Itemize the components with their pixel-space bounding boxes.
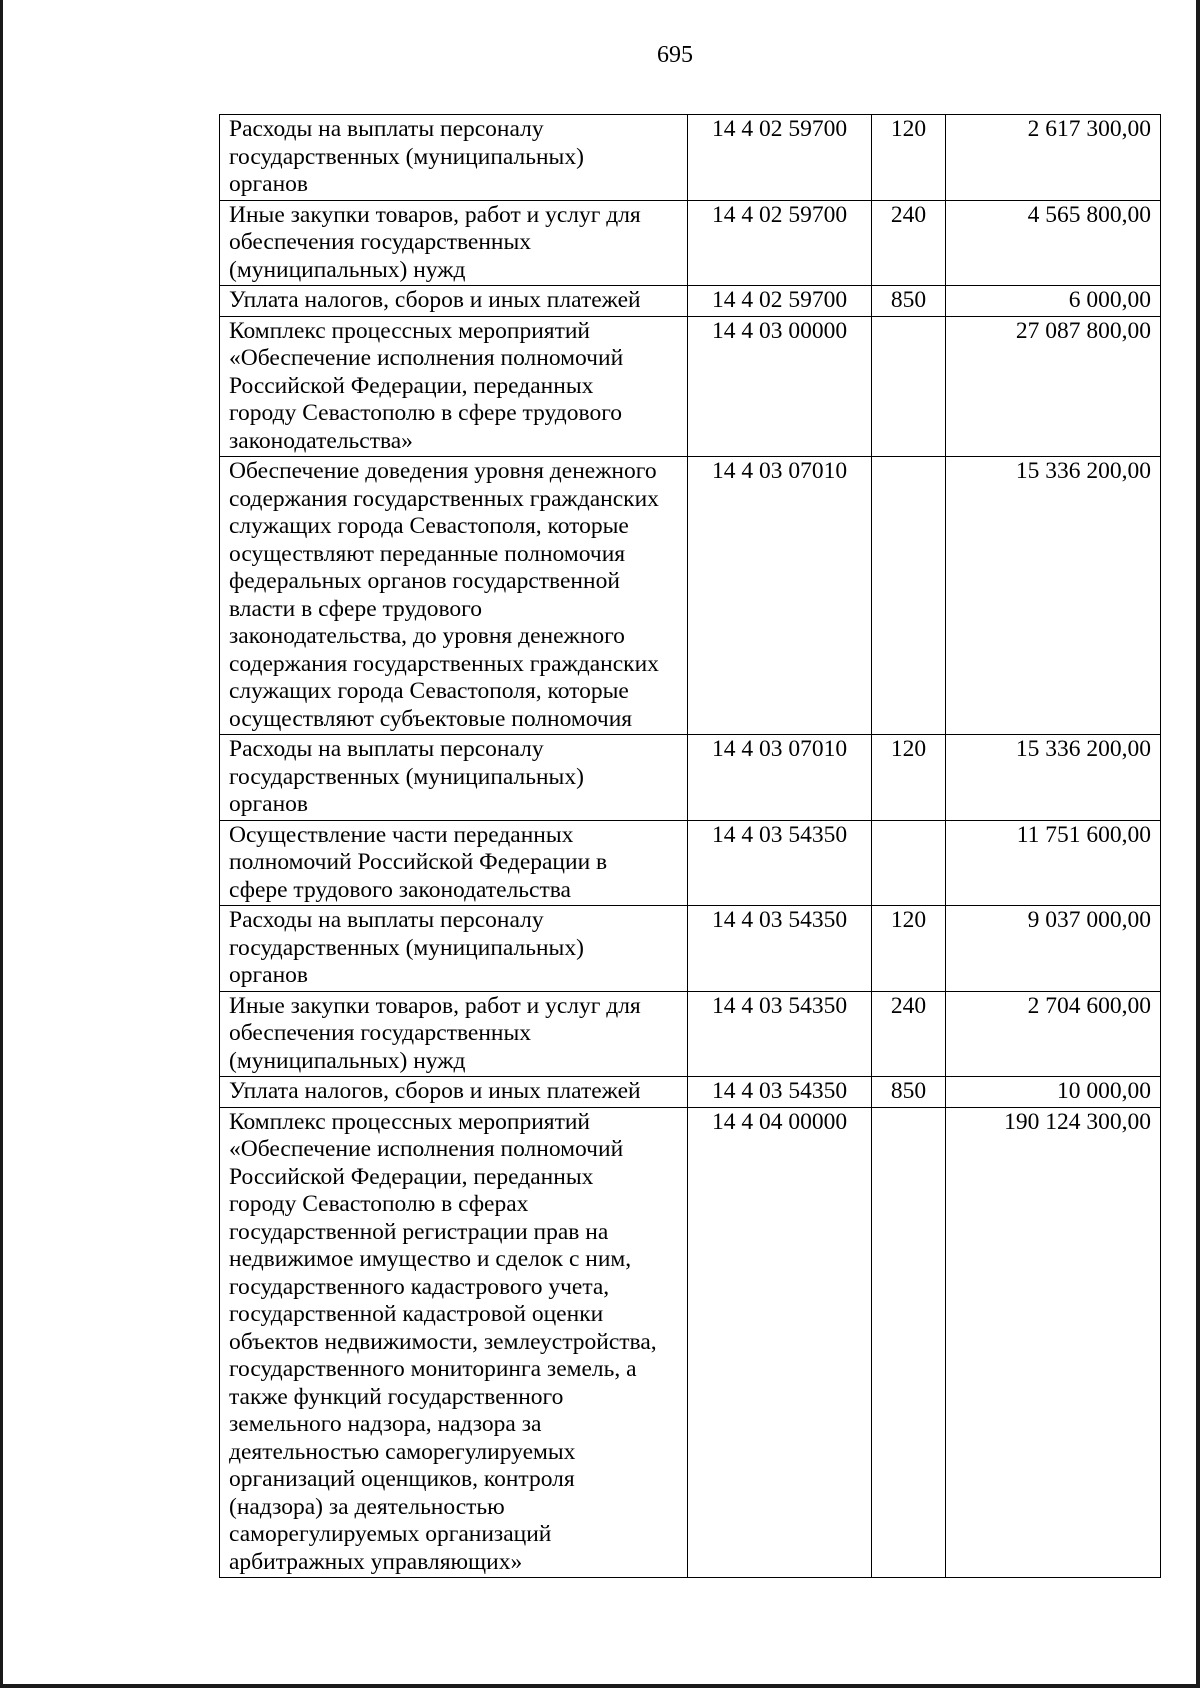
table-row bbox=[220, 1107, 1161, 1578]
table-row bbox=[220, 735, 1161, 821]
row-name-cell: Комплекс процессных мероприятий «Обеспечение исполнения полномочий Российской Федерации, переданных городу Севастополю в сферах государственной регистрации прав на недвижимое имущество и сделок с ним, государственного кадастрового учета, государственной кадастровой оценки объектов недвижимости, землеустройства, государственного мониторинга земель, а также функций государственного земельного надзора, надзора за деятельностью саморегулируемых организаций оценщиков, контроля (надзора) за деятельностью саморегулируемых организаций арбитражных управляющих» bbox=[220, 1107, 688, 1578]
row-expense-type-cell bbox=[872, 820, 946, 906]
row-expense-type-cell: 120 bbox=[872, 906, 946, 992]
row-name-cell: Расходы на выплаты персоналу государственных (муниципальных) органов bbox=[220, 735, 688, 821]
table-row bbox=[220, 820, 1161, 906]
row-expense-type-cell: 850 bbox=[872, 1077, 946, 1108]
row-amount-cell: 2 704 600,00 bbox=[946, 991, 1161, 1077]
table-row bbox=[220, 286, 1161, 317]
row-code-cell: 14 4 03 54350 bbox=[688, 820, 872, 906]
table-row bbox=[220, 115, 1161, 201]
table-row bbox=[220, 457, 1161, 735]
row-name-cell: Расходы на выплаты персоналу государственных (муниципальных) органов bbox=[220, 906, 688, 992]
row-name-cell: Иные закупки товаров, работ и услуг для обеспечения государственных (муниципальных) нужд bbox=[220, 991, 688, 1077]
row-name-cell: Осуществление части переданных полномочий Российской Федерации в сфере трудового законодательства bbox=[220, 820, 688, 906]
row-amount-cell: 11 751 600,00 bbox=[946, 820, 1161, 906]
budget-table bbox=[219, 114, 1161, 1578]
row-expense-type-cell: 240 bbox=[872, 991, 946, 1077]
row-expense-type-cell bbox=[872, 457, 946, 735]
row-name-cell: Расходы на выплаты персоналу государственных (муниципальных) органов bbox=[220, 115, 688, 201]
row-code-cell: 14 4 03 54350 bbox=[688, 991, 872, 1077]
row-amount-cell: 190 124 300,00 bbox=[946, 1107, 1161, 1578]
row-amount-cell: 6 000,00 bbox=[946, 286, 1161, 317]
scan-edge-left bbox=[0, 0, 3, 1688]
row-amount-cell: 9 037 000,00 bbox=[946, 906, 1161, 992]
row-amount-cell: 15 336 200,00 bbox=[946, 457, 1161, 735]
scan-edge-right bbox=[1196, 0, 1200, 1688]
table-row bbox=[220, 1077, 1161, 1108]
row-name-cell: Уплата налогов, сборов и иных платежей bbox=[220, 286, 688, 317]
row-amount-cell: 10 000,00 bbox=[946, 1077, 1161, 1108]
row-amount-cell: 15 336 200,00 bbox=[946, 735, 1161, 821]
row-code-cell: 14 4 03 07010 bbox=[688, 735, 872, 821]
row-code-cell: 14 4 02 59700 bbox=[688, 200, 872, 286]
row-expense-type-cell: 850 bbox=[872, 286, 946, 317]
table-row bbox=[220, 316, 1161, 457]
row-code-cell: 14 4 03 00000 bbox=[688, 316, 872, 457]
row-code-cell: 14 4 03 54350 bbox=[688, 906, 872, 992]
row-expense-type-cell bbox=[872, 1107, 946, 1578]
row-name-cell: Комплекс процессных мероприятий «Обеспечение исполнения полномочий Российской Федерации, переданных городу Севастополю в сфере трудового законодательства» bbox=[220, 316, 688, 457]
budget-table-body bbox=[220, 115, 1161, 1578]
row-code-cell: 14 4 03 54350 bbox=[688, 1077, 872, 1108]
row-expense-type-cell: 120 bbox=[872, 735, 946, 821]
row-expense-type-cell: 240 bbox=[872, 200, 946, 286]
row-amount-cell: 27 087 800,00 bbox=[946, 316, 1161, 457]
row-code-cell: 14 4 02 59700 bbox=[688, 286, 872, 317]
row-name-cell: Иные закупки товаров, работ и услуг для обеспечения государственных (муниципальных) нужд bbox=[220, 200, 688, 286]
table-row bbox=[220, 906, 1161, 992]
row-amount-cell: 2 617 300,00 bbox=[946, 115, 1161, 201]
table-row bbox=[220, 200, 1161, 286]
row-code-cell: 14 4 03 07010 bbox=[688, 457, 872, 735]
table-row bbox=[220, 991, 1161, 1077]
row-expense-type-cell bbox=[872, 316, 946, 457]
row-code-cell: 14 4 04 00000 bbox=[688, 1107, 872, 1578]
row-amount-cell: 4 565 800,00 bbox=[946, 200, 1161, 286]
row-code-cell: 14 4 02 59700 bbox=[688, 115, 872, 201]
row-name-cell: Обеспечение доведения уровня денежного содержания государственных гражданских служащих города Севастополя, которые осуществляют переданные полномочия федеральных органов государственной власти в сфере трудового законодательства, до уровня денежного содержания государственных гражданских служащих города Севастополя, которые осуществляют субъектовые полномочия bbox=[220, 457, 688, 735]
row-expense-type-cell: 120 bbox=[872, 115, 946, 201]
scan-edge-bottom bbox=[0, 1684, 1200, 1688]
row-name-cell: Уплата налогов, сборов и иных платежей bbox=[220, 1077, 688, 1108]
page-number: 695 bbox=[657, 42, 693, 68]
